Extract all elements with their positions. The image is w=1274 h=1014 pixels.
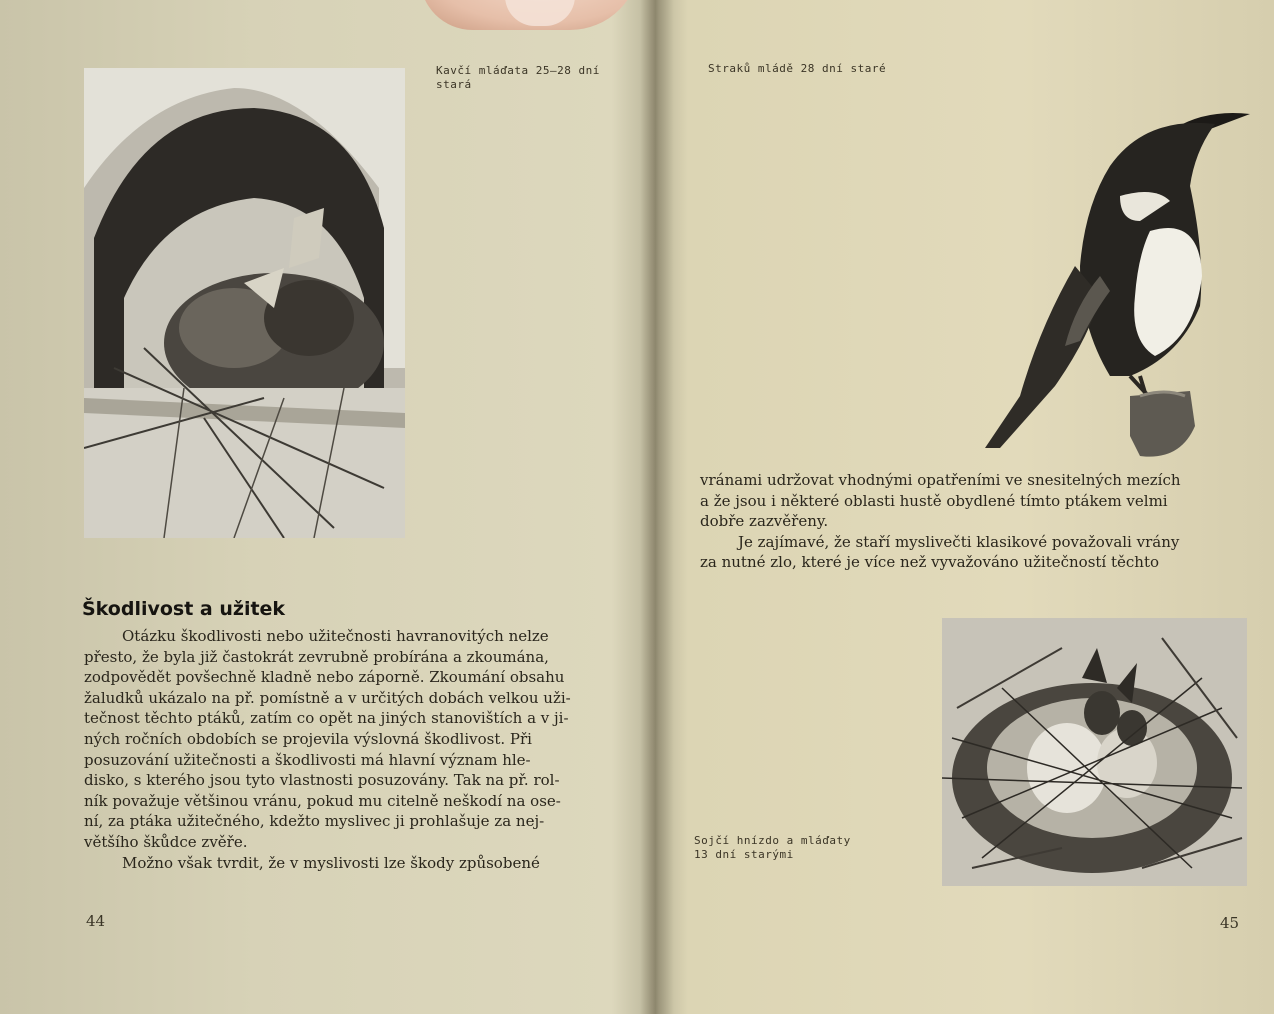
text-line: přesto, že byla již častokrát zevrubně probírána a zkoumána,	[84, 647, 549, 666]
text-line: většího škůdce zvěře.	[84, 832, 248, 851]
text-line: Možno však tvrdit, že v myslivosti lze škody způsobené	[122, 853, 540, 872]
text-line: ník považuje většinou vránu, pokud mu citelně neškodí na ose-	[84, 791, 561, 810]
text-line: ných ročních obdobích se projevila výslovná škodlivost. Při	[84, 729, 532, 748]
text-line: a že jsou i některé oblasti hustě obydlené tímto ptákem velmi	[700, 491, 1168, 510]
nest-photo-caption: Sojčí hnízdo a mláďaty 13 dní starými	[694, 834, 851, 861]
text-line: vránami udržovat vhodnými opatřeními ve snesitelných mezích	[700, 471, 1181, 489]
text-line: posuzování užitečnosti a škodlivosti má hlavní význam hle-	[84, 750, 531, 769]
text-line: žaludků ukázalo na př. pomístně a v určitých dobách velkou uži-	[84, 688, 571, 707]
magpie-photo	[980, 96, 1260, 460]
right-paragraph	[700, 470, 1245, 573]
page-number-right: 45	[1220, 914, 1240, 932]
jackdaw-photo-caption: Kavčí mláďata 25—28 dní stará	[436, 64, 600, 91]
text-line: disko, s kterého jsou tyto vlastnosti posuzovány. Tak na př. rol-	[84, 771, 560, 790]
text-line: dobře zazvěřeny.	[700, 512, 829, 531]
text-line: Otázku škodlivosti nebo užitečnosti havranovitých nelze	[122, 627, 549, 645]
right-page	[660, 0, 1274, 1014]
section-heading: Škodlivost a užitek	[82, 598, 286, 620]
magpie-photo-caption: Straků mládě 28 dní staré	[708, 62, 887, 75]
text-line: tečnost těchto ptáků, zatím co opět na jiných stanovištích a v ji-	[84, 709, 569, 728]
page-number-left: 44	[86, 912, 106, 930]
text-line: zodpovědět povšechně kladně nebo záporně. Zkoumání obsahu	[84, 668, 565, 687]
jay-nest-photo	[942, 618, 1247, 886]
text-line: za nutné zlo, které je více než vyvažováno užitečností těchto	[700, 553, 1160, 572]
jackdaw-chicks-photo	[84, 68, 405, 538]
text-line: Je zajímavé, že staří myslivečti klasikové považovali vrány	[738, 532, 1180, 551]
text-line: ní, za ptáka užitečného, kdežto myslivec ji prohlašuje za nej-	[84, 812, 545, 831]
left-paragraph	[84, 626, 636, 873]
